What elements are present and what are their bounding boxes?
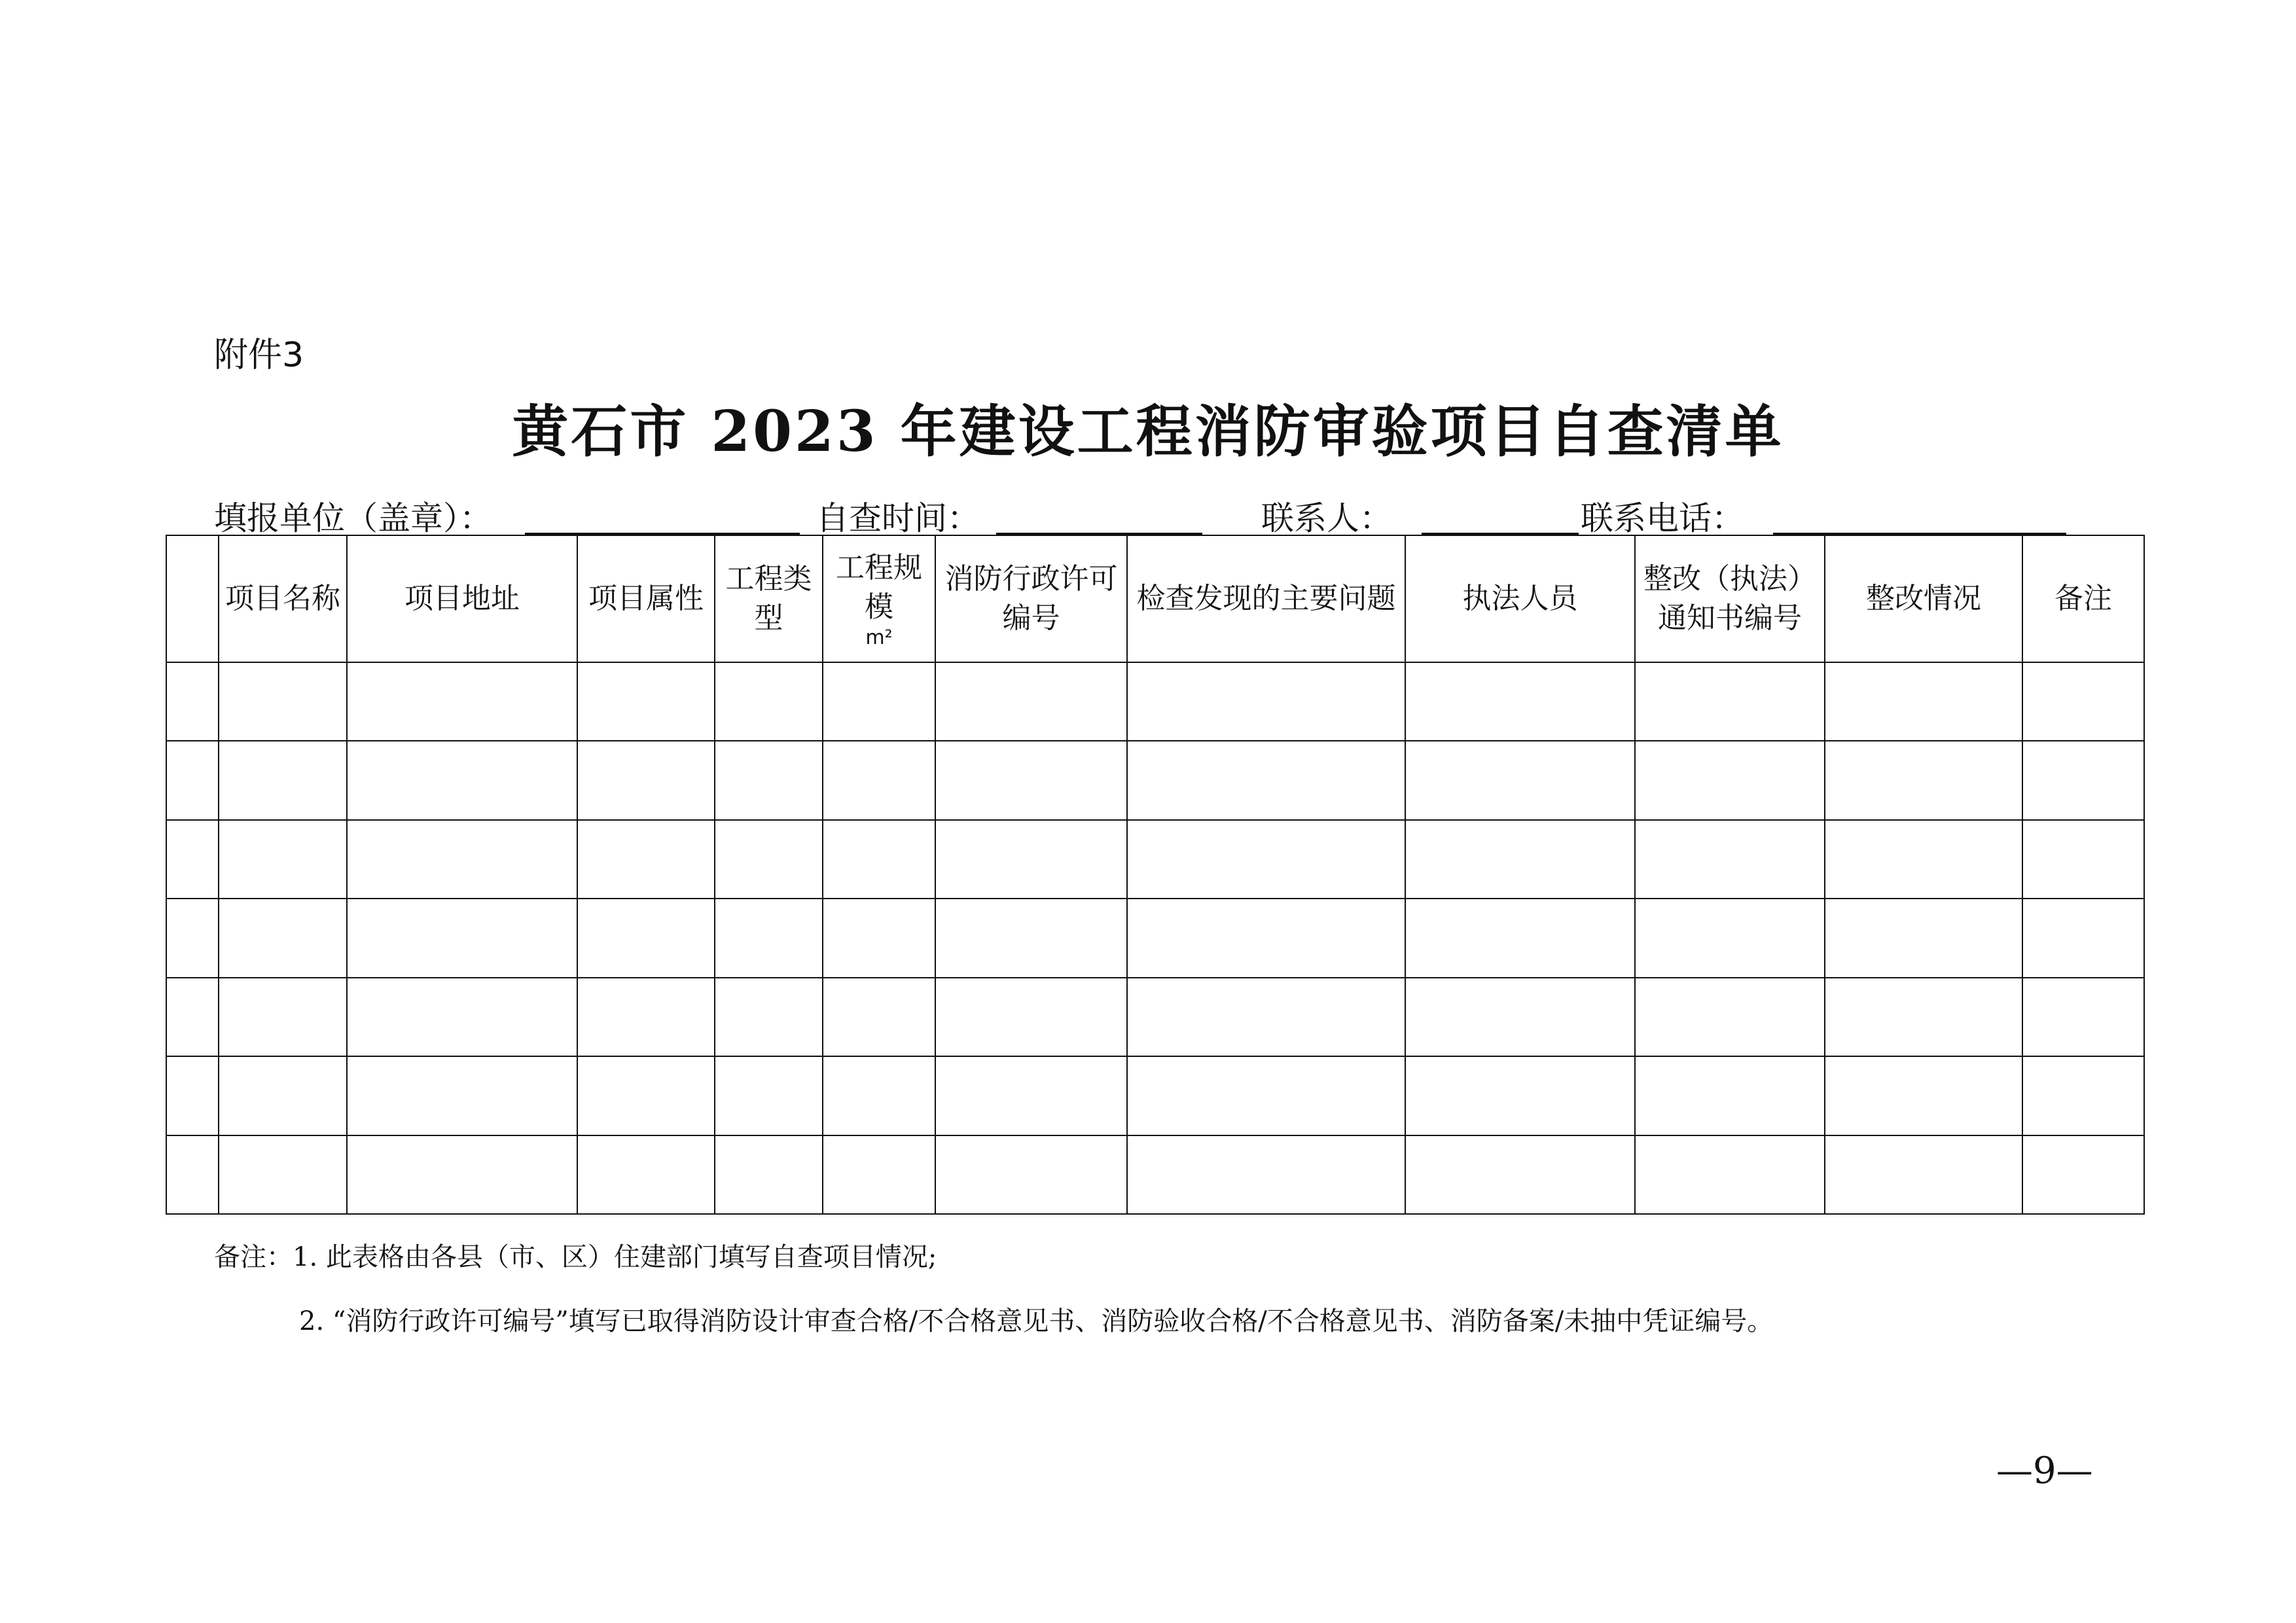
table-cell[interactable] [577,899,715,977]
table-cell[interactable] [715,820,823,899]
attachment-label: 附件3 [214,336,304,375]
table-cell[interactable] [1635,662,1825,741]
table-cell[interactable] [2022,741,2144,819]
table-cell[interactable] [2022,662,2144,741]
table-cell[interactable] [166,820,219,899]
table-cell[interactable] [1825,820,2022,899]
table-cell[interactable] [935,978,1127,1056]
table-cell[interactable] [823,741,935,819]
table-cell[interactable] [1825,741,2022,819]
table-cell[interactable] [1127,820,1405,899]
table-cell[interactable] [1825,1056,2022,1135]
table-row [166,662,2144,741]
table-cell[interactable] [347,1056,577,1135]
table-cell[interactable] [347,662,577,741]
table-cell[interactable] [935,662,1127,741]
table-cell[interactable] [1635,1135,1825,1214]
table-cell[interactable] [577,1135,715,1214]
table-cell[interactable] [715,1135,823,1214]
table-cell[interactable] [2022,978,2144,1056]
table-cell[interactable] [1635,978,1825,1056]
table-cell[interactable] [715,899,823,977]
table-cell[interactable] [823,1135,935,1214]
table-cell[interactable] [166,1135,219,1214]
table-cell[interactable] [1825,662,2022,741]
table-cell[interactable] [1825,978,2022,1056]
table-cell[interactable] [715,662,823,741]
note-item-2: 2. “消防行政许可编号”填写已取得消防设计审查合格/不合格意见书、消防验收合格/不合格意见书、消防备案/未抽中凭证编号。 [299,1306,1774,1336]
header-project-name: 项目名称 [219,535,347,662]
table-cell[interactable] [166,899,219,977]
header-project-scale [823,535,935,662]
table-cell[interactable] [1127,978,1405,1056]
header-notice-number: 整改（执法）通知书编号 [1635,535,1825,662]
table-cell[interactable] [1405,820,1635,899]
header-scale-unit: m² [865,626,893,649]
table-cell[interactable] [1127,1056,1405,1135]
table-cell[interactable] [347,899,577,977]
table-cell[interactable] [347,820,577,899]
table-cell[interactable] [1825,899,2022,977]
table-cell[interactable] [823,662,935,741]
header-project-attribute: 项目属性 [577,535,715,662]
table-cell[interactable] [219,820,347,899]
table-cell[interactable] [1635,899,1825,977]
table-cell[interactable] [935,741,1127,819]
table-cell[interactable] [219,899,347,977]
table-cell[interactable] [823,1056,935,1135]
note-row-1 [214,1240,937,1274]
table-cell[interactable] [347,741,577,819]
checklist-table [166,535,2145,1215]
contact-label: 联系人： [1261,499,1392,537]
table-cell[interactable] [219,1135,347,1214]
table-cell[interactable] [1635,1056,1825,1135]
table-cell[interactable] [1405,1056,1635,1135]
table-row [166,1056,2144,1135]
table-cell[interactable] [2022,899,2144,977]
table-cell[interactable] [577,978,715,1056]
table-cell[interactable] [1127,1135,1405,1214]
header-enforcement-officer: 执法人员 [1405,535,1635,662]
table-cell[interactable] [823,820,935,899]
table-cell[interactable] [715,978,823,1056]
table-cell[interactable] [1635,741,1825,819]
table-body [166,662,2144,1214]
header-permit-number: 消防行政许可编号 [935,535,1127,662]
table-cell[interactable] [2022,1135,2144,1214]
table-cell[interactable] [1127,899,1405,977]
table-cell[interactable] [577,820,715,899]
table-cell[interactable] [219,662,347,741]
page-number: —9— [1996,1450,2093,1492]
table-cell[interactable] [1825,1135,2022,1214]
table-cell[interactable] [1405,1135,1635,1214]
note-row-2 [299,1304,1773,1338]
header-remarks: 备注 [2022,535,2144,662]
table-cell[interactable] [715,1056,823,1135]
table-cell[interactable] [2022,1056,2144,1135]
table-row [166,978,2144,1056]
header-rectification-status: 整改情况 [1825,535,2022,662]
table-row [166,1135,2144,1214]
header-main-issues: 检查发现的主要问题 [1127,535,1405,662]
note-item-1: 1. 此表格由各县（市、区）住建部门填写自查项目情况; [293,1242,937,1272]
table-cell[interactable] [1405,741,1635,819]
table-cell[interactable] [577,741,715,819]
table-cell[interactable] [219,1056,347,1135]
table-cell[interactable] [166,1056,219,1135]
table-row [166,899,2144,977]
table-cell[interactable] [715,741,823,819]
table-cell[interactable] [1405,978,1635,1056]
table-cell[interactable] [577,1056,715,1135]
table-cell[interactable] [823,978,935,1056]
table-cell[interactable] [347,978,577,1056]
table-cell[interactable] [1127,662,1405,741]
table-row [166,820,2144,899]
table-cell[interactable] [2022,820,2144,899]
table-cell[interactable] [347,1135,577,1214]
table-header-row [166,535,2144,662]
table-cell[interactable] [219,741,347,819]
table-cell[interactable] [935,1135,1127,1214]
table-cell[interactable] [935,899,1127,977]
notes-prefix: 备注： [214,1242,293,1272]
table-cell[interactable] [166,978,219,1056]
document-title: 黄石市 2023 年建设工程消防审验项目自查清单 [512,399,1784,465]
date-label: 自查时间： [816,499,980,537]
table-cell[interactable] [935,1056,1127,1135]
header-project-type: 工程类型 [715,535,823,662]
table-cell[interactable] [823,899,935,977]
table-cell[interactable] [166,662,219,741]
table-cell[interactable] [935,820,1127,899]
table-cell[interactable] [1405,899,1635,977]
header-project-address: 项目地址 [347,535,577,662]
unit-label: 填报单位（盖章）： [214,499,492,537]
table-cell[interactable] [1127,741,1405,819]
table-cell[interactable] [1405,662,1635,741]
table-cell[interactable] [577,662,715,741]
table-cell[interactable] [1635,820,1825,899]
table-row [166,741,2144,819]
table-cell[interactable] [166,741,219,819]
header-project-scale-label: 工程规模 [836,551,922,624]
table-cell[interactable] [219,978,347,1056]
header-index [166,535,219,662]
phone-label: 联系电话： [1581,499,1744,537]
